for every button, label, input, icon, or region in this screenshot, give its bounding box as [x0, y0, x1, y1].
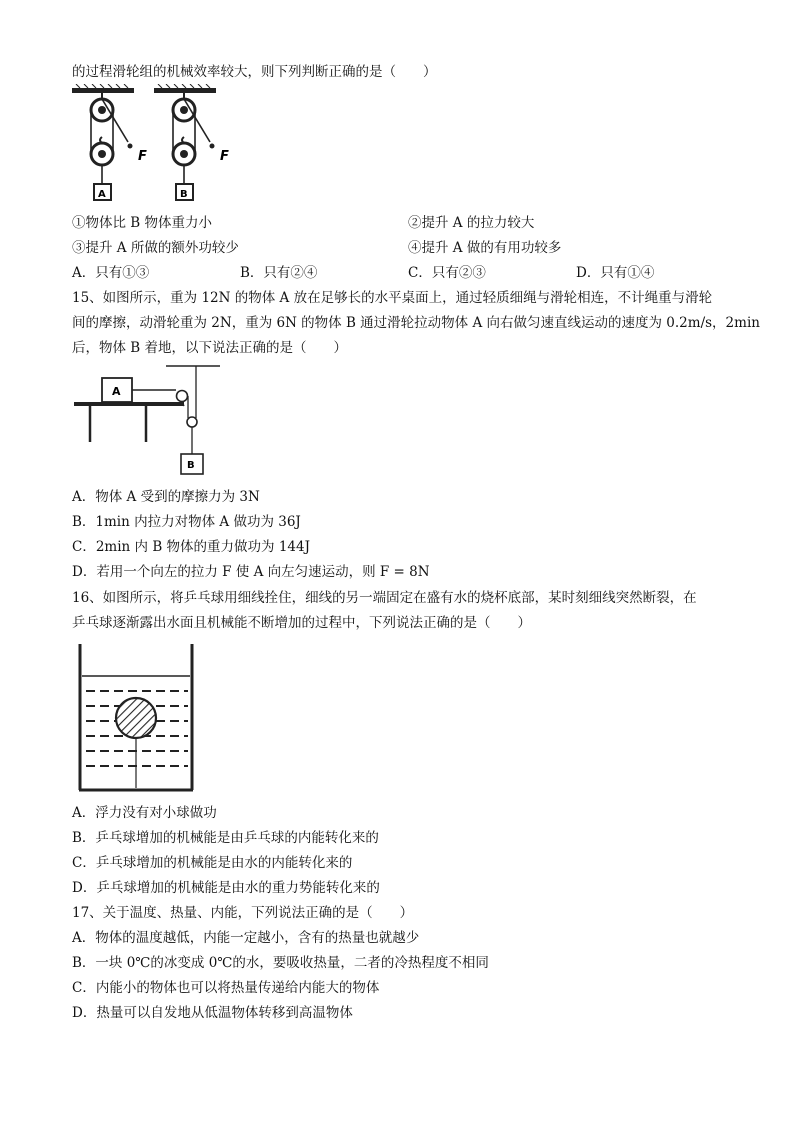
q17-option-b[interactable]: B．一块 0℃的冰变成 0℃的水，要吸收热量，二者的冷热程度不相同 [72, 955, 489, 971]
q15-option-a[interactable]: A．物体 A 受到的摩擦力为 3N [72, 489, 260, 505]
q16-option-a[interactable]: A．浮力没有对小球做功 [72, 805, 217, 821]
q14-block-a-label: A [98, 189, 106, 200]
q14-statement-4: ④提升 A 做的有用功较多 [408, 240, 562, 256]
q17-option-d[interactable]: D．热量可以自发地从低温物体转移到高温物体 [72, 1005, 353, 1021]
q14-option-d[interactable]: D．只有①④ [576, 265, 655, 281]
q15-stem-line-3: 后，物体 B 着地，以下说法正确的是（ ） [72, 340, 348, 356]
q17-option-c[interactable]: C．内能小的物体也可以将热量传递给内能大的物体 [72, 980, 380, 996]
q14-pulley-figure [70, 84, 240, 206]
q15-option-b[interactable]: B．1min 内拉力对物体 A 做功为 36J [72, 514, 301, 530]
q14-force-label-1: F [138, 149, 147, 164]
q16-option-c[interactable]: C．乒乓球增加的机械能是由水的内能转化来的 [72, 855, 353, 871]
q15-block-a-label: A [112, 385, 121, 398]
q14-statement-1: ①物体比 B 物体重力小 [72, 215, 213, 231]
q16-beaker-figure [74, 642, 200, 794]
q14-option-c[interactable]: C．只有②③ [408, 265, 486, 281]
q14-block-b-label: B [180, 189, 188, 200]
q17-stem: 17、关于温度、热量、内能，下列说法正确的是（ ） [72, 905, 414, 921]
q14-option-b[interactable]: B．只有②④ [240, 265, 318, 281]
q14-option-a[interactable]: A．只有①③ [72, 265, 150, 281]
q15-block-b-label: B [187, 460, 195, 471]
q16-stem-line-2: 乒乓球逐渐露出水面且机械能不断增加的过程中，下列说法正确的是（ ） [72, 615, 531, 631]
q14-stem-tail: 的过程滑轮组的机械效率较大，则下列判断正确的是（ ） [72, 64, 437, 80]
q16-option-b[interactable]: B．乒乓球增加的机械能是由乒乓球的内能转化来的 [72, 830, 379, 846]
q15-option-d[interactable]: D．若用一个向左的拉力 F 使 A 向左匀速运动，则 F = 8N [72, 564, 430, 580]
q14-statement-2: ②提升 A 的拉力较大 [408, 215, 535, 231]
q15-stem-line-2: 间的摩擦，动滑轮重为 2N，重为 6N 的物体 B 通过滑轮拉动物体 A 向右做匀速直线运动的速度为 0.2m/s，2min [72, 315, 760, 331]
q15-stem-line-1: 15、如图所示，重为 12N 的物体 A 放在足够长的水平桌面上，通过轻质细绳与滑轮相连，不计绳重与滑轮 [72, 290, 713, 306]
q16-option-d[interactable]: D．乒乓球增加的机械能是由水的重力势能转化来的 [72, 880, 380, 896]
q14-statement-3: ③提升 A 所做的额外功较少 [72, 240, 239, 256]
q15-option-c[interactable]: C．2min 内 B 物体的重力做功为 144J [72, 539, 310, 555]
q17-option-a[interactable]: A．物体的温度越低，内能一定越小，含有的热量也就越少 [72, 930, 420, 946]
q16-stem-line-1: 16、如图所示，将乒乓球用细线拴住，细线的另一端固定在盛有水的烧杯底部，某时刻细线突然断裂，在 [72, 590, 697, 606]
q15-table-pulley-figure [72, 362, 232, 478]
q14-force-label-2: F [220, 149, 229, 164]
